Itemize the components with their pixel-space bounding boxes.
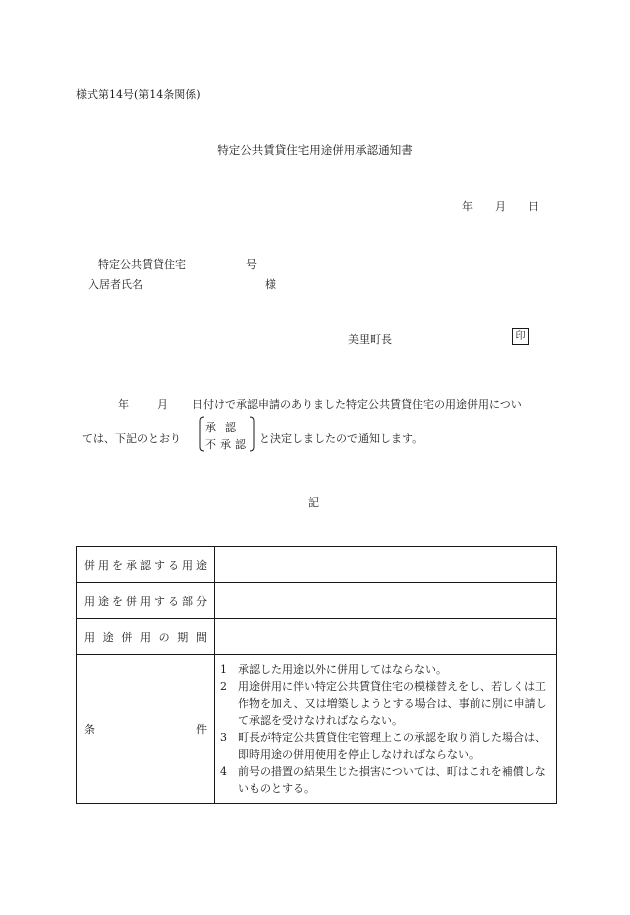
resident-line (88, 276, 276, 292)
document-title: 特定公共賃貸住宅用途併用承認通知書 (217, 143, 413, 157)
body-line2-end: と決定しましたので通知します。 (259, 432, 424, 445)
row-label-period (77, 619, 215, 655)
conditions-table (76, 546, 557, 804)
label-char: 認 (140, 558, 151, 572)
condition-number: 4 (220, 765, 227, 778)
label-char: 条 (84, 723, 95, 736)
label-char: 部 (182, 594, 193, 608)
row-value-period (215, 619, 557, 655)
seal-mark: 印 (512, 328, 529, 345)
option-approve: 承認 (205, 421, 245, 434)
option-reject: 不承認 (205, 438, 250, 451)
label-char: 用 (139, 630, 151, 644)
body-month: 月 (157, 398, 168, 411)
housing-label: 特定公共賃貸住宅 (98, 258, 186, 271)
label-char: 併 (84, 558, 95, 572)
label-char: る (168, 594, 179, 608)
label-char: 途 (196, 558, 207, 572)
body-line1-text: 日付けで承認申請のありました特定公共賃貸住宅の用途併用につい (192, 398, 522, 411)
label-char: の (158, 630, 170, 644)
resident-label: 入居者氏名 (88, 278, 143, 291)
row-label-conditions (77, 655, 215, 804)
condition-text: 用途併用に伴い特定公共賃貸住宅の模様替えをし、若しくは工作物を加え、又は増築しようとする場合は、事前に別に申請して承認を受けなければならない。 (238, 680, 547, 727)
row-value-purpose (215, 547, 557, 583)
resident-honorific: 様 (265, 278, 276, 291)
issuer-mayor: 美里町長 (348, 333, 392, 346)
label-char: を (112, 558, 123, 572)
condition-item (220, 661, 550, 678)
table-row (77, 655, 557, 804)
condition-text: 承認した用途以外に併用してはならない。 (238, 663, 447, 676)
date-day: 日 (528, 200, 539, 213)
label-char: す (154, 594, 165, 608)
label-char: 用 (84, 594, 95, 608)
condition-text: 前号の措置の結果生じた損害については、町はこれを補償しないものとする。 (238, 765, 546, 795)
body-line2-start: ては、下記のとおり (82, 432, 181, 445)
body-line-1 (118, 396, 522, 412)
conditions-list (215, 655, 557, 804)
date-year: 年 (462, 200, 473, 213)
condition-item (220, 678, 550, 729)
label-char: 用 (98, 558, 109, 572)
label-char: 途 (102, 630, 114, 644)
table-row (77, 583, 557, 619)
label-char: 期 (177, 630, 189, 644)
body-year: 年 (118, 398, 129, 411)
label-char: 間 (195, 630, 207, 644)
condition-number: 2 (220, 680, 227, 693)
label-char: す (154, 558, 165, 572)
condition-text: 町長が特定公共賃貸住宅管理上この承認を取り消した場合は、即時用途の併用使用を停止しなければならない。 (238, 731, 546, 761)
label-char: 分 (196, 594, 207, 608)
form-number: 様式第14号(第14条関係) (76, 88, 201, 101)
label-char: 併 (121, 630, 133, 644)
label-char: 件 (196, 723, 207, 736)
row-value-part (215, 583, 557, 619)
ki-heading: 記 (308, 496, 319, 509)
label-char: 併 (126, 594, 137, 608)
condition-item (220, 763, 550, 797)
label-char: 用 (140, 594, 151, 608)
row-label-purpose (77, 547, 215, 583)
label-char: 用 (182, 558, 193, 572)
date-month: 月 (495, 200, 506, 213)
housing-number-suffix: 号 (246, 258, 257, 271)
label-char: 用 (84, 630, 95, 644)
row-label-part (77, 583, 215, 619)
condition-item (220, 729, 550, 763)
label-char: を (112, 594, 123, 608)
date-line (440, 198, 539, 214)
table-row (77, 619, 557, 655)
label-char: 承 (126, 558, 137, 572)
label-char: 途 (98, 594, 109, 608)
label-char: る (168, 558, 179, 572)
table-row (77, 547, 557, 583)
housing-line (98, 256, 257, 272)
condition-number: 1 (220, 663, 227, 676)
condition-number: 3 (220, 731, 227, 744)
